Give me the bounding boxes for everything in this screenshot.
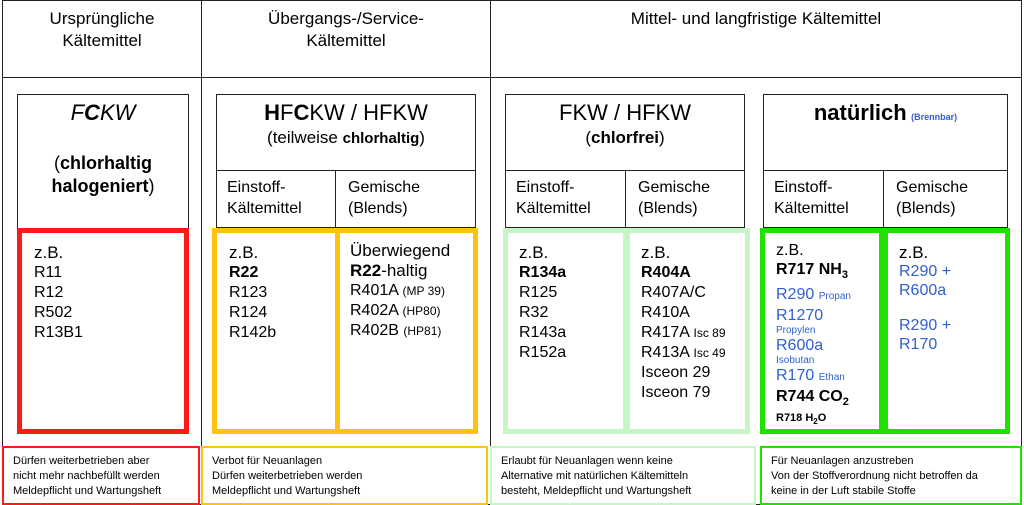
hfckw-subtitle: (teilweise chlorhaltig) [267,128,425,147]
natural-blends-box: z.B. R290 + R600a R290 + R170 [883,228,1010,434]
hfckw-blend-3: R402B (HP81) [350,322,442,339]
hfckw-blend-2: R402A (HP80) [350,302,441,319]
hfckw-single-box: z.B. R22 R123 R124 R142b [212,228,340,434]
fckw-note: Dürfen weiterbetrieben aber nicht mehr nachbefüllt werden Meldepflicht und Wartungsheft [2,446,200,505]
fkw-blends-box: z.B. R404A R407A/C R410A R417A Isc 89 R413A Isc 49 Isceon 29 Isceon 79 [625,228,750,434]
natural-note: Für Neuanlagen anzustreben Von der Stoffverordnung nicht betroffen da keine in der Luft stabile Stoffe [760,446,1022,505]
fkw-subtitle: (chlorfrei) [585,128,665,147]
natural-r717: R717 $NH_3$ [776,261,848,282]
natural-title: natürlich (Brennbar) [813,100,958,125]
header-col2: Übergangs-/Service- Kältemittel [268,9,424,50]
natural-r290: R290 Propan [776,286,851,304]
fkw-title: FKW / HFKW [559,100,691,125]
natural-r718: R718 $H_2O$ [776,412,827,427]
header-col1: Ursprüngliche Kältemittel [49,9,155,50]
fckw-list-box [17,228,189,434]
header-col3: Mittel- und langfristige Kältemittel [630,9,882,28]
natural-blends-header: Gemische (Blends) [883,170,1008,228]
fkw-blends-header: Gemische (Blends) [625,170,745,228]
fkw-single-header: Einstoff- Kältemittel [505,170,626,228]
fckw-title: FCKW [70,100,136,125]
hfckw-blend-1: R401A (MP 39) [350,282,445,299]
hfckw-blends-box: Überwiegend R22-haltig R401A (MP 39) R402A (HP80) R402B (HP81) [335,228,478,434]
fkw-single-box: z.B. R134a R125 R32 R143a R152a [503,228,628,434]
natural-single-box: z.B. R717 $NH_3$ R290 Propan R1270 Propylen R600a Isobutan R170 Ethan R744 $CO_2$ R718 $H_2O$ [760,228,884,434]
fkw-note: Erlaubt für Neuanlagen wenn keine Alternative mit natürlichen Kältemitteln besteht, Meldepflicht und Wartungsheft [490,446,756,505]
fckw-subtitle: (chlorhaltig halogeniert) [51,153,155,196]
hfckw-blends-header: Gemische (Blends) [335,170,476,228]
natural-single-header: Einstoff- Kältemittel [763,170,884,228]
hfckw-title: HFCKW / HFKW [264,100,428,125]
fkw-isc-1: R417A Isc 89 [641,324,726,341]
natural-r170: R170 Ethan [776,367,845,385]
header-divider [2,77,1022,78]
hfckw-single-header: Einstoff- Kältemittel [216,170,336,228]
fkw-isc-2: R413A Isc 49 [641,344,726,361]
fckw-list: z.B. R11 R12 R502 R13B1 [34,243,83,341]
natural-r744: R744 $CO_2$ [776,388,849,409]
hfckw-note: Verbot für Neuanlagen Dürfen weiterbetrieben werden Meldepflicht und Wartungsheft [201,446,488,505]
